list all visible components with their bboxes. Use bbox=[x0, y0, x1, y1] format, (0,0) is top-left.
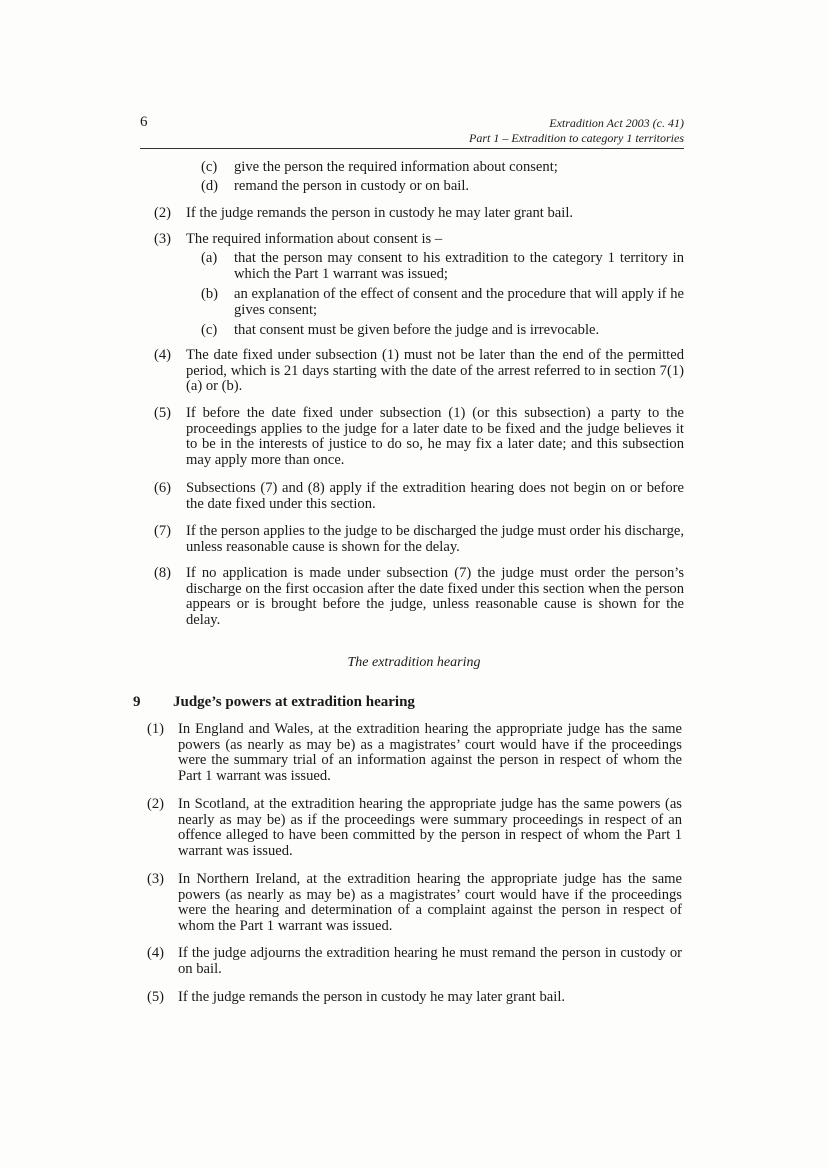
item-number: (a) bbox=[201, 250, 218, 266]
item-text: remand the person in custody or on bail. bbox=[234, 178, 470, 194]
subsection-number: (2) bbox=[147, 796, 165, 812]
item-number: (d) bbox=[201, 178, 219, 194]
subsection-number: (4) bbox=[154, 347, 172, 363]
section-number: 9 bbox=[133, 694, 141, 710]
subsection-number: (1) bbox=[147, 721, 165, 737]
subsection-text: If no application is made under subsection (7) the judge must order the person’s discharge on the first occasion after the date fixed under this section when the person appears or is brought before the judge, unless reasonable cause is shown for the delay. bbox=[186, 565, 684, 628]
item-number: (c) bbox=[201, 322, 218, 338]
subsection-number: (7) bbox=[154, 523, 172, 539]
page-number: 6 bbox=[140, 114, 148, 130]
list-item bbox=[0, 287, 828, 323]
section-title: Judge’s powers at extradition hearing bbox=[173, 694, 415, 710]
item-text: give the person the required information about consent; bbox=[234, 159, 558, 175]
subsection-text: If before the date fixed under subsection (1) (or this subsection) a party to the proceedings applies to the judge for a later date to be fixed and the judge believes it to be in the interests of justice to do so, he may fix a later date; and this subsection may apply more than once. bbox=[186, 405, 684, 468]
subsection-number: (2) bbox=[154, 205, 172, 221]
subsection-number: (4) bbox=[147, 945, 165, 961]
subsection-text: In Northern Ireland, at the extradition hearing the appropriate judge has the same powers (as nearly as may be) as a magistrates’ court would have if the proceedings were the hearing and determination of a complaint against the person in respect of whom the Part 1 warrant was issued. bbox=[178, 871, 682, 934]
subsection-text: If the judge adjourns the extradition hearing he must remand the person in custody or on bail. bbox=[178, 945, 682, 977]
subsection-number: (3) bbox=[147, 871, 165, 887]
subsection-text: The required information about consent is – bbox=[186, 231, 443, 247]
subsection-text: Subsections (7) and (8) apply if the extradition hearing does not begin on or before the date fixed under this section. bbox=[186, 480, 684, 512]
part-title: Part 1 – Extradition to category 1 territories bbox=[469, 131, 684, 145]
subsection-text: If the judge remands the person in custody he may later grant bail. bbox=[178, 989, 566, 1005]
item-text: that the person may consent to his extradition to the category 1 territory in which the Part 1 warrant was issued; bbox=[234, 250, 684, 282]
consent-info-items bbox=[0, 250, 828, 338]
subsection-number: (5) bbox=[154, 405, 172, 421]
subsection-number: (8) bbox=[154, 565, 172, 581]
subsection-text: In Scotland, at the extradition hearing the appropriate judge has the same powers (as nearly as may be) as if the proceedings were summary proceedings in respect of an offence alleged to have been committed by the person in respect of whom the Part 1 warrant was issued. bbox=[178, 796, 682, 859]
subsection-number: (6) bbox=[154, 480, 172, 496]
crossheading: The extradition hearing bbox=[347, 655, 481, 670]
running-header bbox=[469, 116, 684, 146]
list-item bbox=[0, 160, 828, 179]
item-number: (c) bbox=[201, 159, 218, 175]
item-number: (b) bbox=[201, 286, 219, 302]
item-text: an explanation of the effect of consent and the procedure that will apply if he gives consent; bbox=[234, 286, 684, 318]
subsection-items-c-d bbox=[0, 160, 828, 198]
subsection-number: (5) bbox=[147, 989, 165, 1005]
subsection-text: In England and Wales, at the extradition hearing the appropriate judge has the same powers (as nearly as may be) as a magistrates’ court would have if the proceedings were the summary trial of an information against the person in respect of whom the Part 1 warrant was issued. bbox=[178, 721, 682, 784]
subsection-text: If the person applies to the judge to be discharged the judge must order his discharge, unless reasonable cause is shown for the delay. bbox=[186, 523, 684, 555]
subsection-number: (3) bbox=[154, 231, 172, 247]
act-title: Extradition Act 2003 (c. 41) bbox=[549, 116, 684, 130]
list-item bbox=[0, 179, 828, 198]
list-item bbox=[0, 251, 828, 287]
header-rule bbox=[140, 148, 684, 149]
subsection-text: The date fixed under subsection (1) must not be later than the end of the permitted period, which is 21 days starting with the date of the arrest referred to in section 7(1)(a) or (b). bbox=[186, 347, 684, 394]
subsection-text: If the judge remands the person in custody he may later grant bail. bbox=[186, 205, 574, 221]
item-text: that consent must be given before the judge and is irrevocable. bbox=[234, 322, 600, 338]
